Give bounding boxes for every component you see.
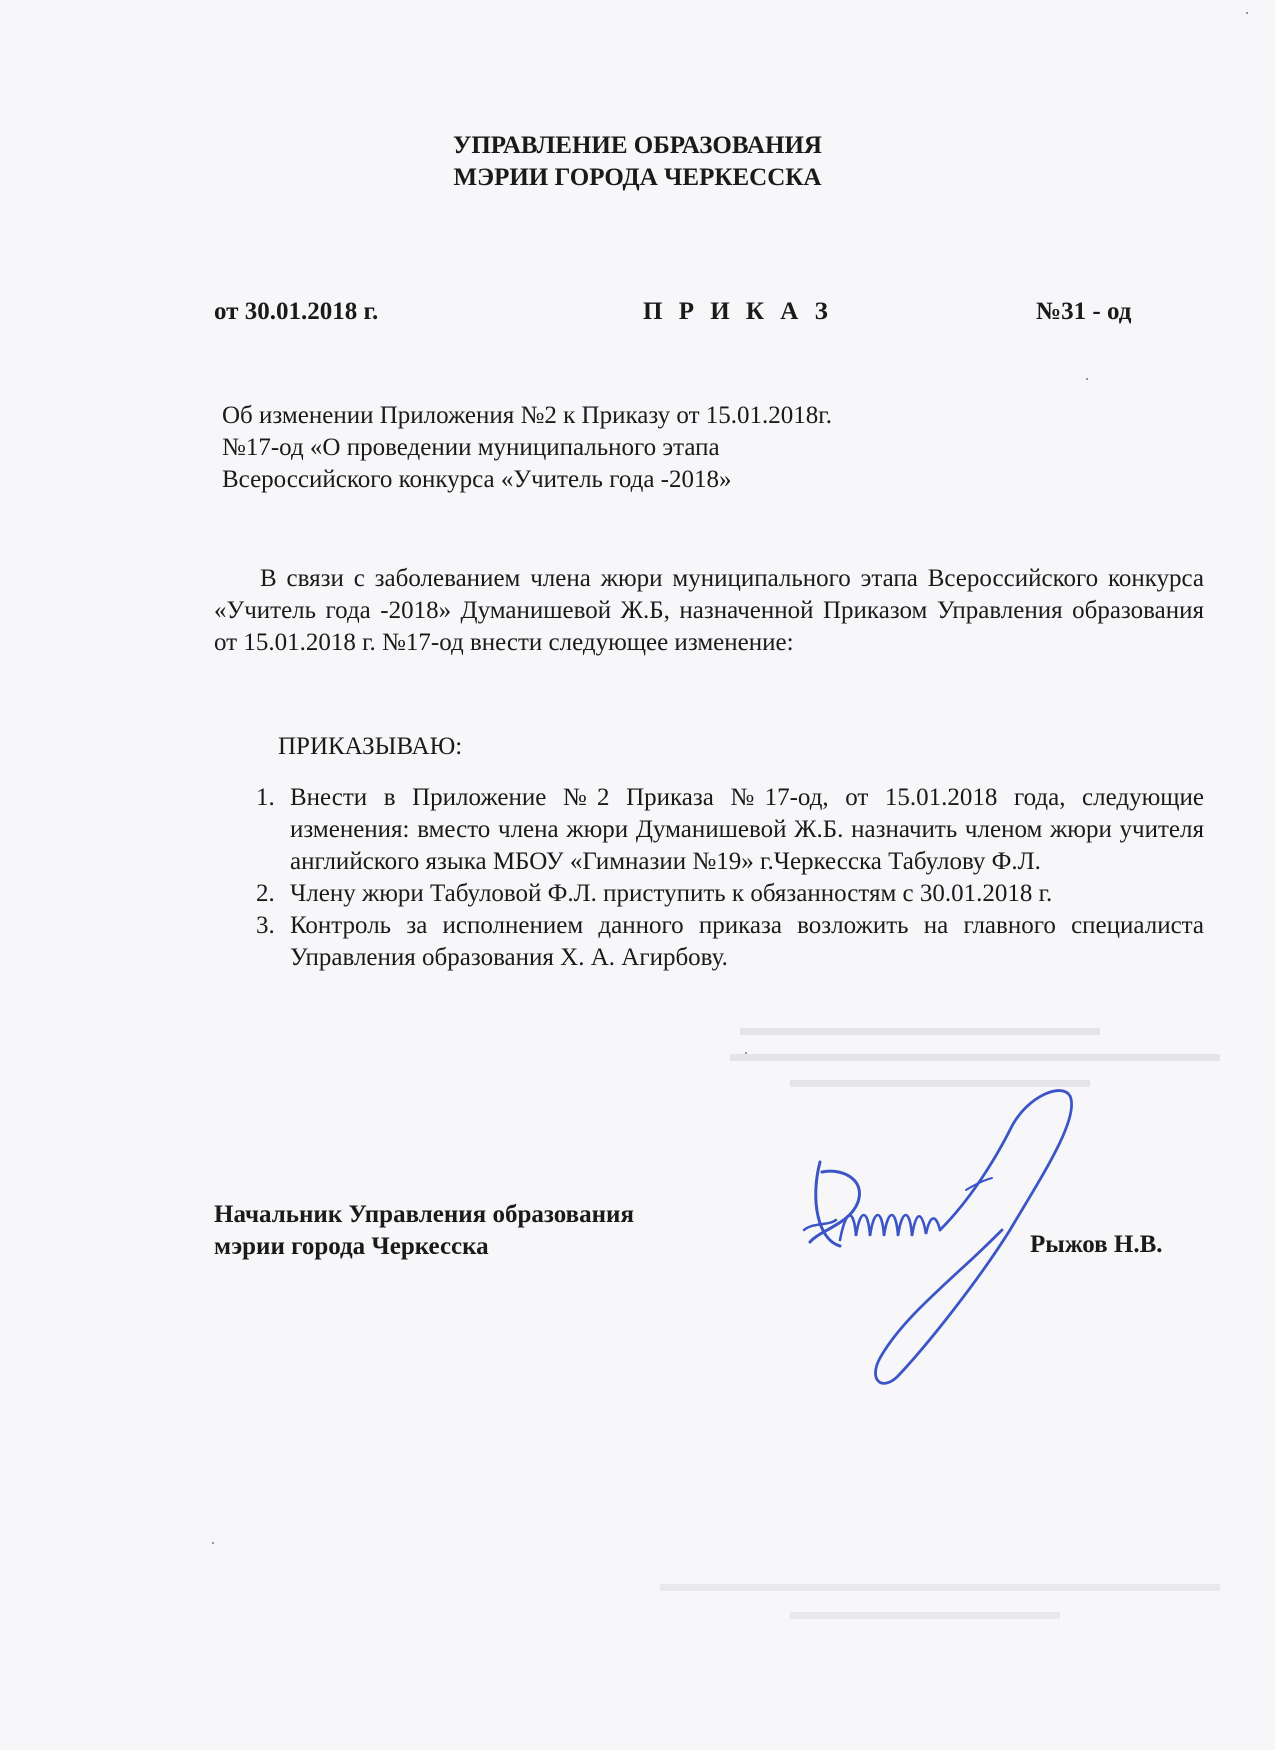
scan-speck: [745, 1052, 747, 1054]
list-item: [250, 782, 1204, 878]
list-item-number: 2.: [256, 880, 275, 907]
list-item: [250, 878, 1204, 910]
signatory-position-line: Начальник Управления образования: [214, 1201, 634, 1228]
order-number: №31 - од: [1036, 298, 1132, 325]
organization-city: МЭРИИ ГОРОДА ЧЕРКЕССКА: [453, 164, 822, 191]
order-date: от 30.01.2018 г.: [214, 298, 379, 325]
scan-speck: [1086, 378, 1088, 380]
list-item-text: Члену жюри Табуловой Ф.Л. приступить к обязанностям с 30.01.2018 г.: [290, 880, 1053, 907]
list-item-text: Внести в Приложение №2 Приказа №17-од, от 15.01.2018 года, следующие изменения: вместо члена жюри Думанишевой Ж.Б. назначить членом жюри учителя английского языка МБОУ «Гимназии №19» г.Черкесска Табулову Ф.Л.: [290, 784, 1204, 875]
subject-line: Об изменении Приложения №2 к Приказу от 15.01.2018г.: [222, 402, 832, 429]
order-subject: [222, 400, 982, 496]
list-item-text: Контроль за исполнением данного приказа возложить на главного специалиста Управления образования Х. А. Агирбову.: [290, 912, 1204, 971]
list-item: [250, 910, 1204, 974]
signatory-name: Рыжов Н.В.: [1030, 1231, 1163, 1258]
order-items-list: [250, 782, 1204, 974]
list-item-number: 3.: [256, 912, 275, 939]
signatory-position-line: мэрии города Черкесска: [214, 1233, 489, 1260]
list-item-number: 1.: [256, 784, 275, 811]
subject-line: Всероссийского конкурса «Учитель года -2018»: [222, 466, 732, 493]
signatory-position: [214, 1199, 634, 1263]
scan-speck: [212, 1542, 214, 1544]
subject-line: №17-од «О проведении муниципального этапа: [222, 434, 720, 461]
show-through-text: [640, 1570, 1230, 1640]
scan-speck: [1246, 12, 1248, 14]
decree-heading: ПРИКАЗЫВАЮ:: [278, 733, 463, 760]
preamble-paragraph: В связи с заболеванием члена жюри муниципального этапа Всероссийского конкурса «Учитель года -2018» Думанишевой Ж.Б, назначенной Приказом Управления образования от 15.01.2018 г. №17-од внести следующее изменение:: [214, 565, 1204, 656]
organization-name: УПРАВЛЕНИЕ ОБРАЗОВАНИЯ: [453, 132, 822, 159]
organization-header: [0, 130, 1275, 194]
order-title: П Р И К А З: [643, 298, 833, 325]
